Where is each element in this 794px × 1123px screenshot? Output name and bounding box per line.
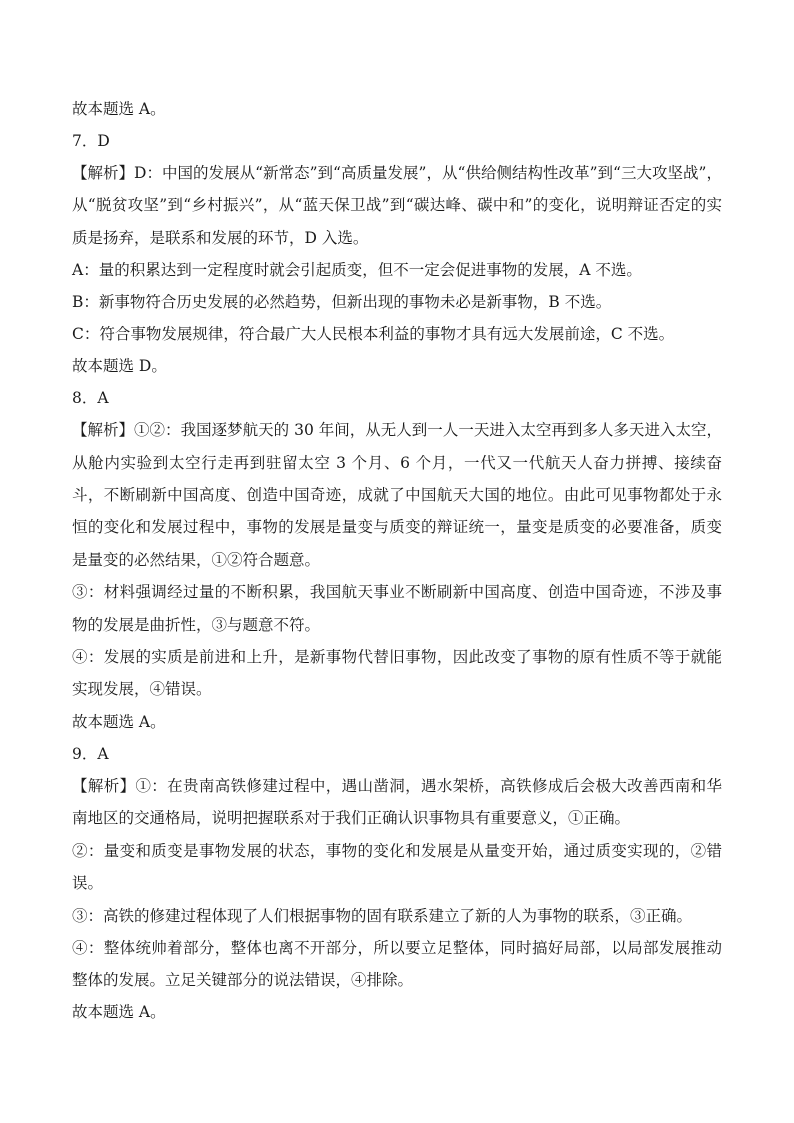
question-7-conclusion: 故本题选 D。	[72, 357, 167, 376]
question-9-item-3: ③：高铁的修建过程体现了人们根据事物的固有联系建立了新的人为事物的联系，③正确。	[72, 906, 693, 925]
question-9-conclusion: 故本题选 A。	[72, 1003, 166, 1022]
question-8-item-4: ④：发展的实质是前进和上升，是新事物代替旧事物，因此改变了事物的原有性质不等于就能实现发展，④错误。	[72, 648, 722, 699]
question-9-item-4: ④：整体统帅着部分，整体也离不开部分，所以要立足整体，同时搞好局部，以局部发展推动整体的发展。立足关键部分的说法错误，④排除。	[72, 938, 722, 989]
conclusion-line: 故本题选 A。	[72, 100, 166, 118]
question-7-answer: 7．D	[72, 132, 110, 150]
question-7-option-a: A：量的积累达到一定程度时就会引起质变，但不一定会促进事物的发展，A 不选。	[72, 261, 642, 280]
question-7-option-b: B：新事物符合历史发展的必然趋势，但新出现的事物未必是新事物，B 不选。	[72, 293, 612, 312]
question-8-analysis: 【解析】①②：我国逐梦航天的 30 年间，从无人到一人一天进入太空再到多人多天进入太空，从舱内实验到太空行走再到驻留太空 3 个月、6 个月，一代又一代航天人奋力拼搏、接续奋斗，不断刷新中国高度、创造中国奇迹，成就了中国航天大国的地位。由此可见事物都处于永恒的变化和发展过程中，事物的发展是量变与质变的辩证统一，量变是质变的必要准备，质变是量变的必然结果，①②符合题意。	[72, 421, 722, 569]
question-9-answer: 9．A	[72, 744, 109, 763]
question-9-analysis: 【解析】①：在贵南高铁修建过程中，遇山凿洞，遇水架桥，高铁修成后会极大改善西南和华南地区的交通格局，说明把握联系对于我们正确认识事物具有重要意义，①正确。	[72, 776, 722, 828]
question-8-conclusion: 故本题选 A。	[72, 712, 166, 731]
question-7-option-c: C：符合事物发展规律，符合最广大人民根本利益的事物才具有远大发展前途，C 不选。	[72, 325, 675, 344]
question-8-answer: 8．A	[72, 389, 109, 408]
question-8-item-3: ③：材料强调经过量的不断积累，我国航天事业不断刷新中国高度、创造中国奇迹，不涉及事物的发展是曲折性，③与题意不符。	[72, 583, 722, 634]
question-7-analysis: 【解析】D：中国的发展从“新常态”到“高质量发展”，从“供给侧结构性改革”到“三大攻坚战”，从“脱贫攻坚”到“乡村振兴”，从“蓝天保卫战”到“碳达峰、碳中和”的变化，说明辩证否定的实质是扬弃，是联系和发展的环节，D 入选。	[72, 164, 722, 247]
answer-explanations	[72, 93, 722, 1028]
question-9-item-2: ②：量变和质变是事物发展的状态，事物的变化和发展是从量变开始，通过质变实现的，②错误。	[72, 841, 722, 893]
